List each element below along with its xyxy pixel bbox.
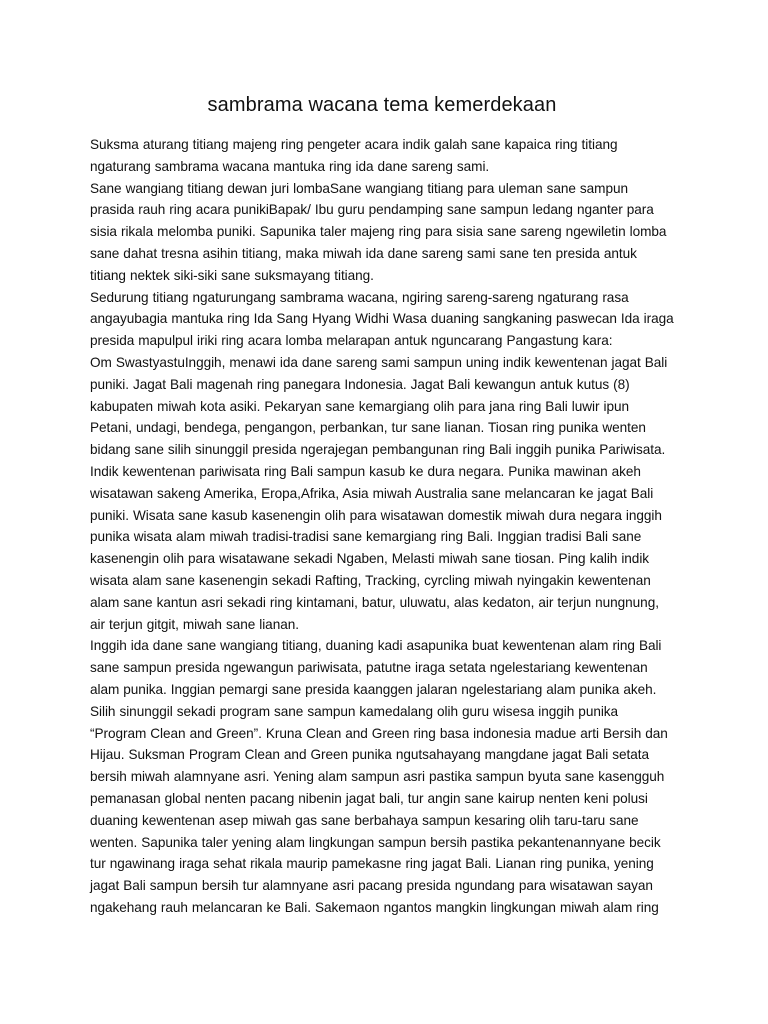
paragraph: Suksma aturang titiang majeng ring pengeter acara indik galah sane kapaica ring titiang ngaturang sambrama wacana mantuka ring ida dane sareng sami. <box>90 137 618 174</box>
paragraph: Inggih ida dane sane wangiang titiang, duaning kadi asapunika buat kewentenan alam ring Bali sane sampun presida ngewangun pariwisata, patutne iraga setata ngelestariang kewentenan alam punika. Inggian pemargi sane presida kaanggen jalaran ngelestariang alam punika akeh. Silih sinunggil sekadi program sane sampun kamedalang olih guru wisesa inggih punika “Program Clean and Green”. Kruna Clean and Green ring basa indonesia madue arti Bersih dan Hijau. Suksman Program Clean and Green punika ngutsahayang mangdane jagat Bali setata bersih miwah alamnyane asri. Yening alam sampun asri pastika sampun byuta sane kasengguh pemanasan global nenten pacang nibenin jagat bali, tur angin sane kairup nenten keni polusi duaning kewentenan asep miwah gas sane berbahaya sampun kesaring olih taru-taru sane wenten. Sapunika taler yening alam lingkungan sampun bersih pastika pekantenannyane becik tur ngawinang iraga sehat rikala maurip pamekasne ring jagat Bali. Lianan ring punika, yening jagat Bali sampun bersih tur alamnyane asri pacang presida ngundang para wisatawan sayan ngakehang rauh melancaran ke Bali. Sakemaon ngantos mangkin lingkungan miwah alam ring <box>90 638 668 915</box>
document-body <box>90 134 674 919</box>
paragraph: Om SwastyastuInggih, menawi ida dane sareng sami sampun uning indik kewentenan jagat Bali puniki. Jagat Bali magenah ring panegara Indonesia. Jagat Bali kewangun antuk kutus (8) kabupaten miwah kota asiki. Pekaryan sane kemargiang olih para jana ring Bali luwir ipun Petani, undagi, bendega, pengangon, perbankan, tur sane lianan. Tiosan ring punika wenten bidang sane silih sinunggil presida ngerajegan pembangunan ring Bali inggih punika Pariwisata. Indik kewentenan pariwisata ring Bali sampun kasub ke dura negara. Punika mawinan akeh wisatawan sakeng Amerika, Eropa,Afrika, Asia miwah Australia sane melancaran ke jagat Bali puniki. Wisata sane kasub kasenengin olih para wisatawan domestik miwah dura negara inggih punika wisata alam miwah tradisi-tradisi sane kemargiang ring Bali. Inggian tradisi Bali sane kasenengin olih para wisatawane sekadi Ngaben, Melasti miwah sane tiosan. Ping kalih indik wisata alam sane kasenengin sekadi Rafting, Tracking, cyrcling miwah nyingakin kewentenan alam sane kantun asri sekadi ring kintamani, batur, uluwatu, alas kedaton, air terjun nungnung, air terjun gitgit, miwah sane lianan. <box>90 354 668 632</box>
paragraph: Sedurung titiang ngaturungang sambrama wacana, ngiring sareng-sareng ngaturang rasa angayubagia mantuka ring Ida Sang Hyang Widhi Wasa duaning sangkaning paswecan Ida iraga presida mapulpul iriki ring acara lomba melarapan antuk nguncarang Pangastung kara: <box>90 289 674 349</box>
paragraph: Sane wangiang titiang dewan juri lombaSane wangiang titiang para uleman sane sampun prasida rauh ring acara punikiBapak/ Ibu guru pendamping sane sampun ledang nganter para sisia rikala melomba puniki. Sapunika taler majeng ring para sisia sane sareng ngewiletin lomba sane dahat tresna asihin titiang, maka miwah ida dane sareng sami sane ten presida antuk titiang nektek siki-siki sane suksmayang titiang. <box>90 180 667 283</box>
document-title: sambrama wacana tema kemerdekaan <box>207 94 557 116</box>
